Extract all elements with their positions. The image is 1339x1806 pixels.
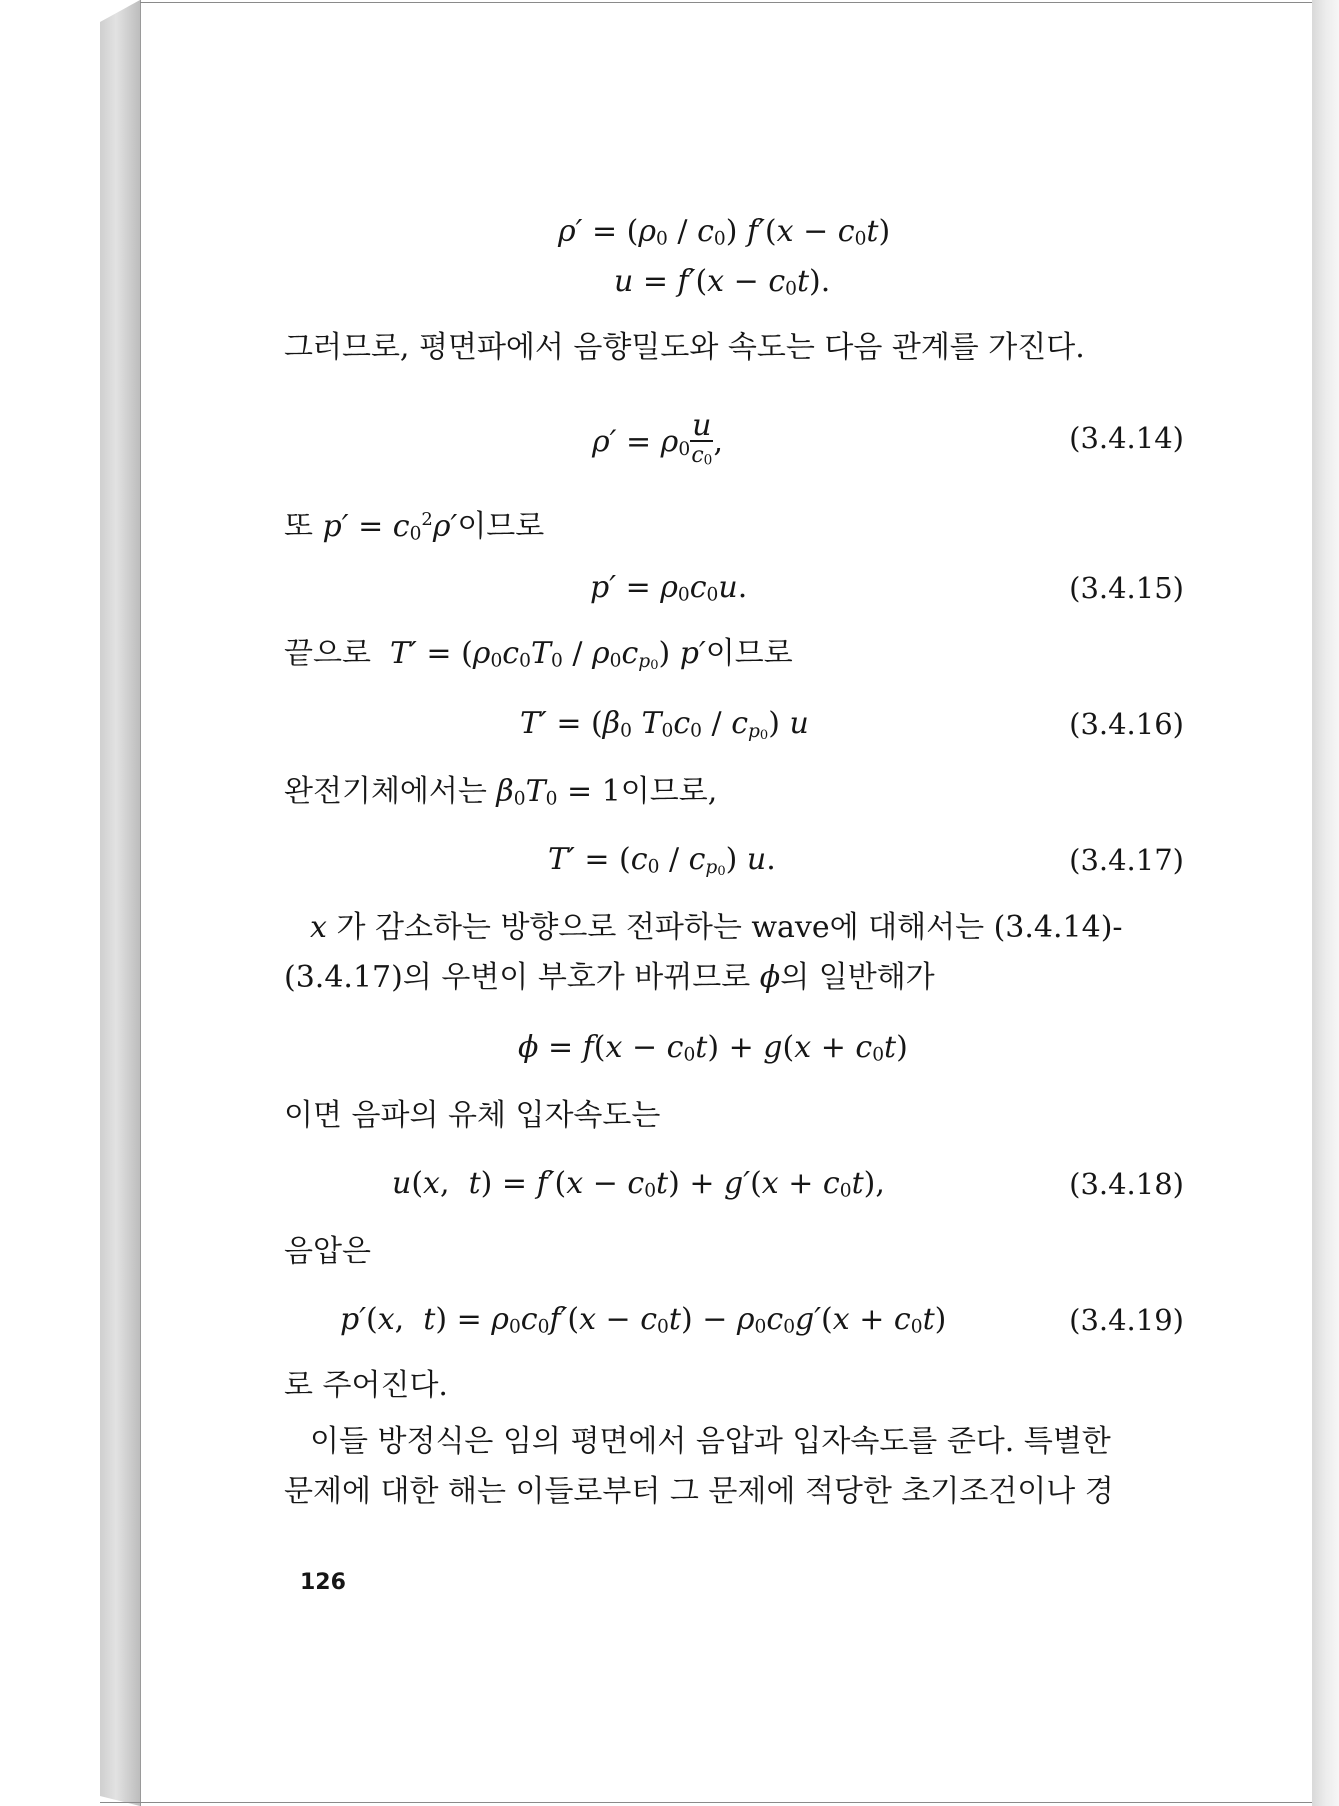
paragraph-particle-velocity: 이면 음파의 유체 입자속도는	[284, 1098, 661, 1133]
equation-general-solution: $\phi = f(x - c_0t) + g(x + c_0t)$	[518, 1030, 908, 1066]
equation-3-4-16: $T' = (\beta_0$ $T_0c_0 / c_{p0}$) u	[520, 706, 809, 743]
equation-number-18: (3.4.18)	[1069, 1167, 1184, 1201]
text-fragment: 가 감소하는 방향으로 전파하는 wave에 대해서는 (3.4.14)-	[336, 910, 1123, 945]
text-fragment: 완전기체에서는	[284, 774, 487, 809]
text-fragment: 끝으로	[284, 636, 371, 671]
paragraph-pressure-relation: 또 $p' = c_0^2\rho'$이므로	[284, 508, 545, 545]
paragraph-reverse-wave-1: x 가 감소하는 방향으로 전파하는 wave에 대해서는 (3.4.14)-	[310, 910, 1123, 945]
page-edge-shadow	[1312, 0, 1339, 1806]
equation-number-15: (3.4.15)	[1069, 571, 1184, 605]
equation-3-4-19: p′(x, $t) = \rho_0c_0f'(x - c_0t) - \rho_0c_0g'(x + c_0t)$	[340, 1302, 947, 1338]
text-fragment: 이므로	[705, 636, 793, 671]
book-spine	[100, 0, 140, 1806]
text-fragment: (3.4.17)의 우변이 부호가 바뀌므로	[284, 960, 751, 995]
paragraph-sound-pressure: 음압은	[284, 1234, 371, 1269]
text-fragment: 의 일반해가	[780, 960, 935, 995]
paragraph-conclusion-1: 이들 방정식은 임의 평면에서 음압과 입자속도를 준다. 특별한	[310, 1424, 1111, 1459]
paragraph-conclusion-2: 문제에 대한 해는 이들로부터 그 문제에 적당한 초기조건이나 경	[284, 1474, 1114, 1509]
equation-3-4-14: $\rho' = \rho_0$ $\frac{u}{c_0}$ ,	[592, 408, 724, 469]
paragraph-reverse-wave-2: (3.4.17)의 우변이 부호가 바뀌므로 ϕ의 일반해가	[284, 960, 935, 995]
text-fragment: 또	[284, 508, 313, 544]
text-fragment: 이므로	[457, 508, 545, 544]
equation-density-wave: $\rho' = (\rho_0 / c_0) f'(x - c_0t)$	[558, 214, 891, 250]
equation-3-4-17: $T' = (c_0 / c_{p0})$ u.	[548, 842, 776, 879]
equation-number-14: (3.4.14)	[1069, 421, 1184, 455]
page-top-border	[140, 2, 1312, 3]
page-bottom-border	[100, 1802, 1312, 1803]
equation-number-16: (3.4.16)	[1069, 707, 1184, 741]
page-number: 126	[300, 1570, 346, 1595]
equation-number-17: (3.4.17)	[1069, 843, 1184, 877]
paragraph-intro: 그러므로, 평면파에서 음향밀도와 속도는 다음 관계를 가진다.	[284, 330, 1085, 365]
paragraph-temperature-relation: 끝으로 $T' = (\rho_0c_0T_0 / \rho_0c_{p0})$ p′이므로	[284, 636, 793, 673]
paragraph-given-by: 로 주어진다.	[284, 1368, 448, 1403]
text-fragment: 이므로,	[620, 774, 718, 809]
equation-number-19: (3.4.19)	[1069, 1303, 1184, 1337]
equation-velocity-wave: $u = f'(x - c_0t)$.	[614, 264, 831, 300]
equation-3-4-15: $p' = \rho_0c_0u$.	[590, 570, 748, 606]
equation-3-4-18: u(x, $t) = f'(x - c_0t) + g'(x + c_0t)$,	[392, 1166, 885, 1202]
paragraph-ideal-gas: 완전기체에서는 $\beta_0T_0 = 1$이므로,	[284, 774, 718, 810]
